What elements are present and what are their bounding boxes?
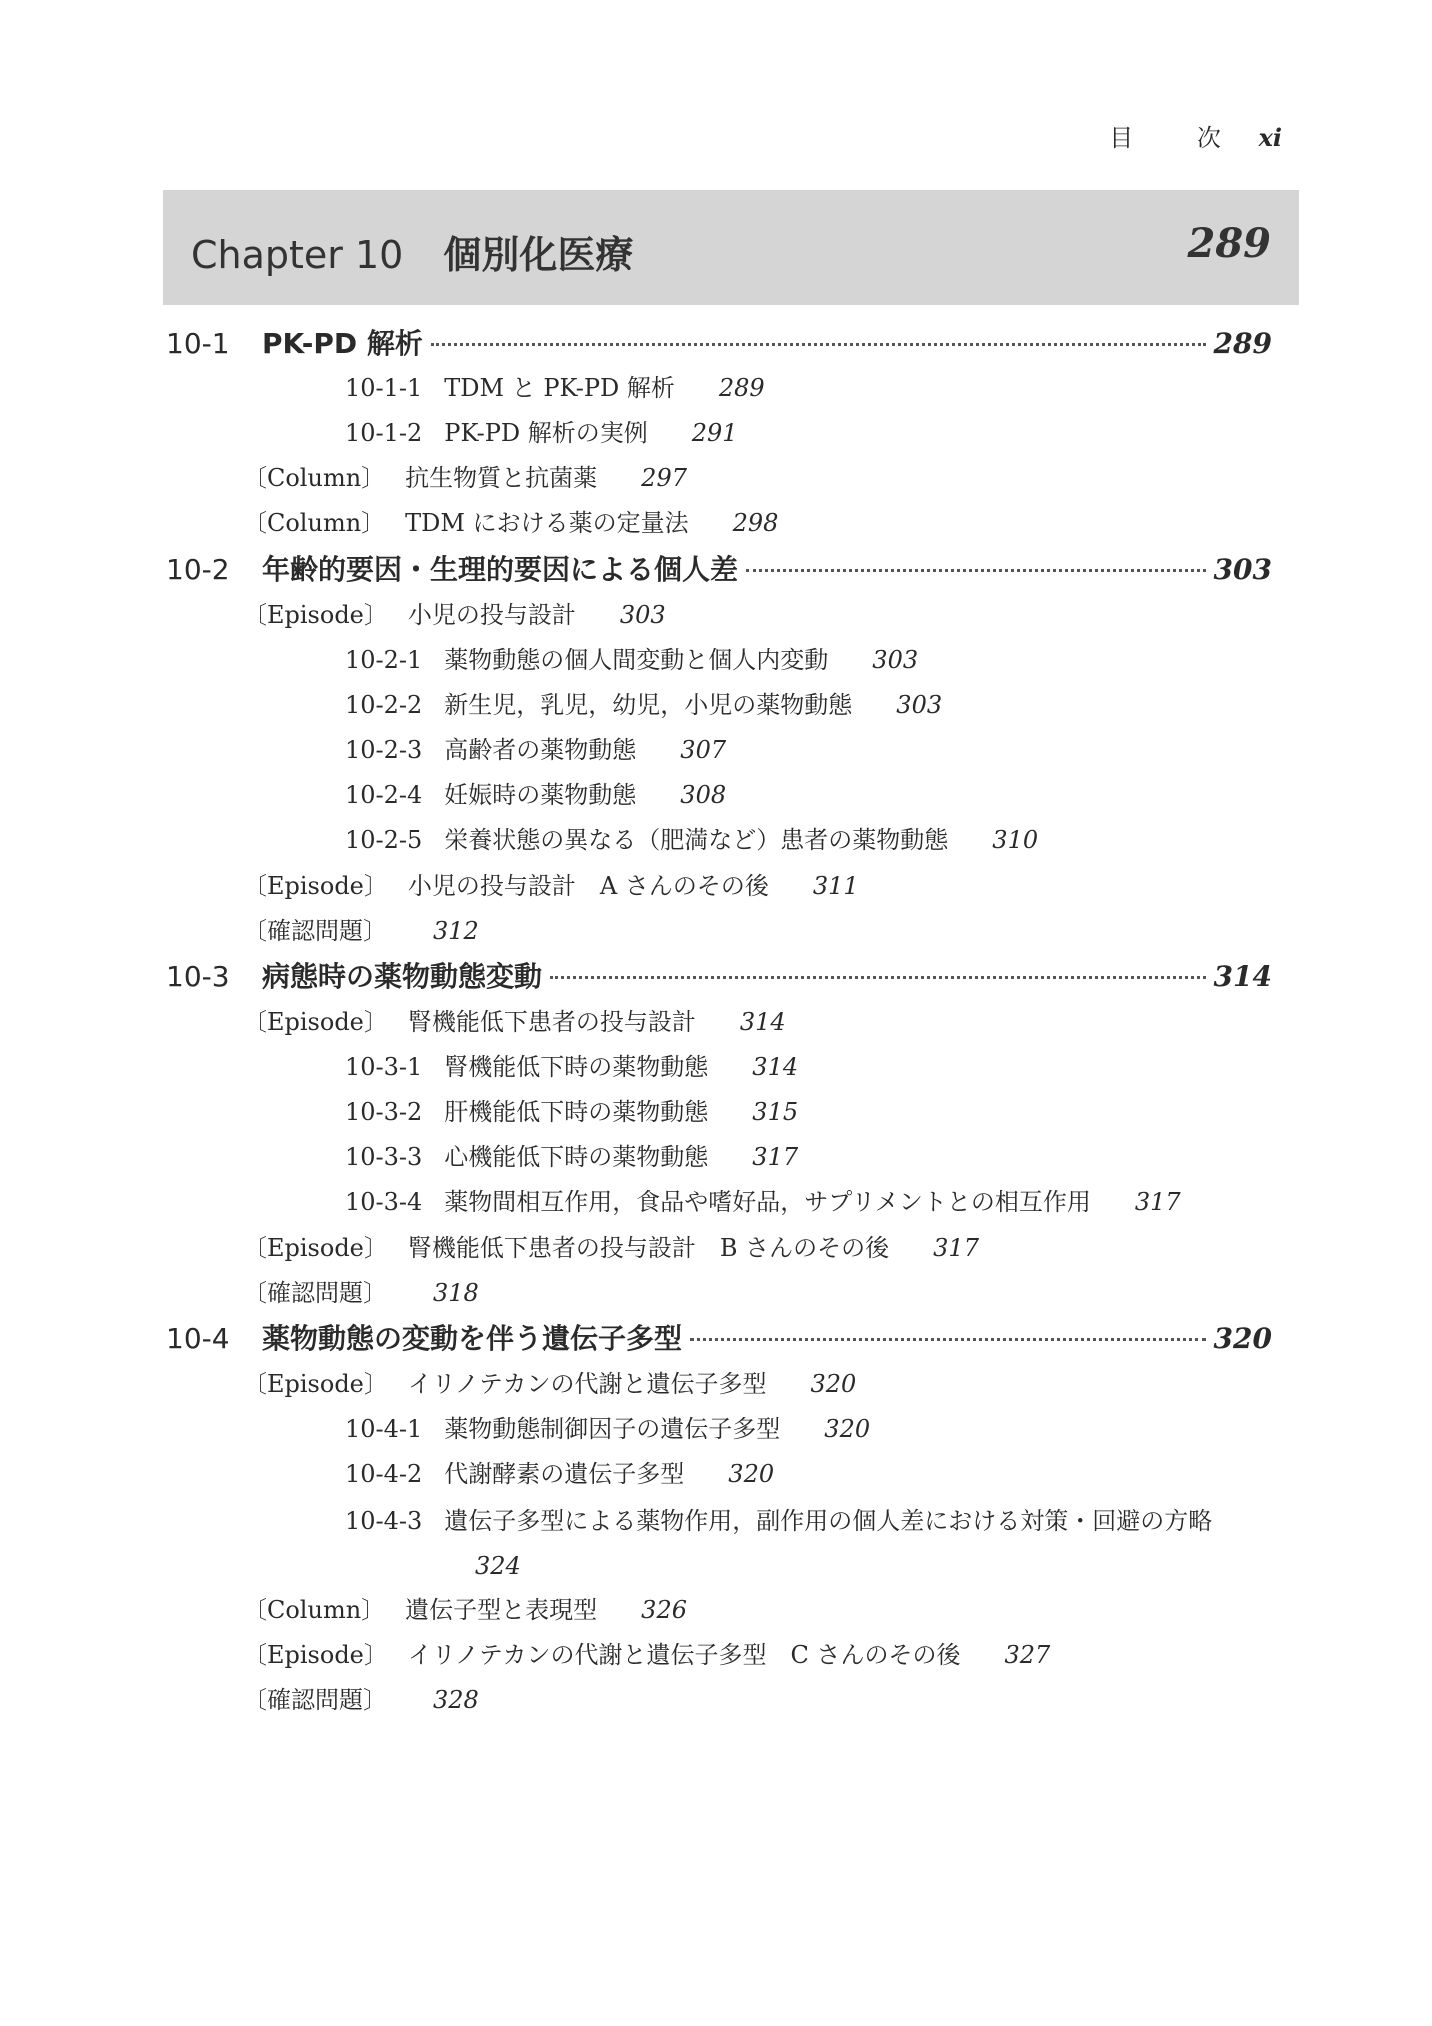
entry-title: 心機能低下時の薬物動態 bbox=[444, 1143, 709, 1171]
entry-title: イリノテカンの代謝と遺伝子多型 C さんのその後 bbox=[407, 1641, 961, 1669]
toc-entry-10-3-2[interactable] bbox=[345, 1092, 798, 1132]
entry-page: 315 bbox=[752, 1098, 799, 1126]
toc-review-questions-10-2[interactable] bbox=[243, 911, 479, 951]
entry-page: 314 bbox=[739, 1008, 786, 1036]
entry-title: 遺伝子型と表現型 bbox=[405, 1596, 598, 1624]
entry-number: 10-1-1 bbox=[345, 374, 423, 402]
entry-title: 抗生物質と抗菌薬 bbox=[405, 464, 598, 492]
toc-entry-10-3-4[interactable] bbox=[345, 1182, 1181, 1222]
toc-episode-pediatric-followup[interactable] bbox=[243, 866, 859, 906]
entry-title: 肝機能低下時の薬物動態 bbox=[444, 1098, 709, 1126]
entry-page: 297 bbox=[641, 464, 687, 492]
toc-episode-irinotecan[interactable] bbox=[243, 1364, 856, 1404]
toc-section-10-4[interactable] bbox=[166, 1317, 1272, 1357]
dot-leader bbox=[690, 1338, 1206, 1341]
entry-title: 腎機能低下患者の投与設計 bbox=[407, 1008, 696, 1036]
entry-tag: 〔Episode〕 bbox=[243, 1008, 388, 1036]
entry-title: 薬物動態制御因子の遺伝子多型 bbox=[444, 1415, 781, 1443]
entry-page: 289 bbox=[718, 374, 765, 402]
entry-tag: 〔Episode〕 bbox=[243, 1234, 388, 1262]
section-title: PK-PD 解析 bbox=[262, 327, 423, 360]
entry-title: TDM における薬の定量法 bbox=[405, 509, 689, 537]
entry-tag: 〔確認問題〕 bbox=[243, 1686, 387, 1714]
entry-number: 10-2-1 bbox=[345, 646, 423, 674]
toc-entry-10-2-2[interactable] bbox=[345, 685, 942, 725]
entry-title: 腎機能低下時の薬物動態 bbox=[444, 1053, 709, 1081]
toc-episode-renal[interactable] bbox=[243, 1002, 786, 1042]
entry-page: 311 bbox=[812, 872, 859, 900]
entry-page: 317 bbox=[933, 1234, 979, 1262]
entry-tag: 〔Episode〕 bbox=[243, 601, 388, 629]
entry-page: 303 bbox=[619, 601, 666, 629]
toc-entry-10-2-5[interactable] bbox=[345, 820, 1038, 860]
entry-tag: 〔Episode〕 bbox=[243, 1641, 388, 1669]
section-title: 病態時の薬物動態変動 bbox=[262, 960, 543, 993]
entry-title: 妊娠時の薬物動態 bbox=[444, 781, 637, 809]
toc-entry-10-2-3[interactable] bbox=[345, 730, 726, 770]
toc-section-10-3[interactable] bbox=[166, 955, 1272, 995]
running-head bbox=[1109, 118, 1282, 153]
entry-page: 328 bbox=[433, 1686, 479, 1714]
entry-page: 327 bbox=[1004, 1641, 1051, 1669]
toc-entry-10-4-1[interactable] bbox=[345, 1409, 870, 1449]
entry-page: 312 bbox=[433, 917, 479, 945]
entry-number: 10-4-1 bbox=[345, 1415, 423, 1443]
toc-section-10-2[interactable] bbox=[166, 548, 1272, 588]
section-number: 10-4 bbox=[166, 1322, 230, 1355]
toc-review-questions-10-3[interactable] bbox=[243, 1273, 479, 1313]
entry-title: 栄養状態の異なる（肥満など）患者の薬物動態 bbox=[444, 826, 949, 854]
entry-page: 320 bbox=[824, 1415, 871, 1443]
entry-page: 314 bbox=[752, 1053, 799, 1081]
toc-entry-10-3-3[interactable] bbox=[345, 1137, 798, 1177]
entry-number: 10-3-3 bbox=[345, 1143, 423, 1171]
entry-page: 324 bbox=[475, 1552, 521, 1580]
entry-page: 310 bbox=[992, 826, 1039, 854]
entry-number: 10-4-3 bbox=[345, 1507, 423, 1535]
entry-title: 代謝酵素の遺伝子多型 bbox=[444, 1460, 685, 1488]
entry-page: 291 bbox=[691, 419, 738, 447]
entry-title: 高齢者の薬物動態 bbox=[444, 736, 637, 764]
running-head-label: 目 次 bbox=[1109, 124, 1249, 152]
dot-leader bbox=[550, 976, 1206, 979]
entry-title: 薬物動態の個人間変動と個人内変動 bbox=[444, 646, 829, 674]
toc-review-questions-10-4[interactable] bbox=[243, 1680, 479, 1720]
entry-page: 320 bbox=[810, 1370, 857, 1398]
entry-page: 317 bbox=[752, 1143, 799, 1171]
toc-entry-10-1-2[interactable] bbox=[345, 413, 738, 453]
entry-page: 320 bbox=[728, 1460, 775, 1488]
toc-column-tdm-assay[interactable] bbox=[243, 503, 778, 543]
toc-column-antibiotics[interactable] bbox=[243, 458, 687, 498]
toc-episode-irinotecan-followup[interactable] bbox=[243, 1635, 1050, 1675]
section-number: 10-2 bbox=[166, 553, 230, 586]
toc-entry-10-3-1[interactable] bbox=[345, 1047, 798, 1087]
chapter-page: 289 bbox=[1187, 220, 1271, 267]
entry-tag: 〔確認問題〕 bbox=[243, 917, 387, 945]
chapter-name: 個別化医療 bbox=[443, 233, 634, 277]
entry-page: 307 bbox=[680, 736, 727, 764]
entry-tag: 〔Episode〕 bbox=[243, 872, 388, 900]
entry-number: 10-3-2 bbox=[345, 1098, 423, 1126]
entry-page: 317 bbox=[1134, 1188, 1181, 1216]
entry-title: PK-PD 解析の実例 bbox=[444, 419, 648, 447]
entry-title: 新生児，乳児，幼児，小児の薬物動態 bbox=[444, 691, 853, 719]
toc-entry-10-1-1[interactable] bbox=[345, 368, 765, 408]
entry-title: 小児の投与設計 A さんのその後 bbox=[407, 872, 769, 900]
toc-episode-renal-followup[interactable] bbox=[243, 1228, 979, 1268]
entry-number: 10-2-3 bbox=[345, 736, 423, 764]
toc-entry-10-4-2[interactable] bbox=[345, 1454, 774, 1494]
entry-title: TDM と PK-PD 解析 bbox=[444, 374, 675, 402]
entry-title: イリノテカンの代謝と遺伝子多型 bbox=[407, 1370, 767, 1398]
section-page: 303 bbox=[1213, 553, 1272, 586]
entry-number: 10-2-4 bbox=[345, 781, 423, 809]
entry-tag: 〔Column〕 bbox=[243, 509, 386, 537]
entry-number: 10-4-2 bbox=[345, 1460, 423, 1488]
chapter-heading bbox=[163, 190, 1299, 305]
toc-section-10-1[interactable] bbox=[166, 322, 1272, 362]
entry-number: 10-2-2 bbox=[345, 691, 423, 719]
entry-page: 326 bbox=[641, 1596, 687, 1624]
entry-number: 10-1-2 bbox=[345, 419, 423, 447]
toc-column-genotype[interactable] bbox=[243, 1590, 687, 1630]
entry-page: 303 bbox=[896, 691, 943, 719]
entry-page: 298 bbox=[732, 509, 779, 537]
section-title: 年齢的要因・生理的要因による個人差 bbox=[262, 553, 739, 586]
section-page: 289 bbox=[1213, 327, 1272, 360]
entry-number: 10-3-1 bbox=[345, 1053, 423, 1081]
entry-tag: 〔Episode〕 bbox=[243, 1370, 388, 1398]
page-folio: xi bbox=[1258, 123, 1282, 152]
toc-entry-10-2-1[interactable] bbox=[345, 640, 918, 680]
entry-number: 10-3-4 bbox=[345, 1188, 423, 1216]
toc-entry-10-2-4[interactable] bbox=[345, 775, 726, 815]
entry-title: 腎機能低下患者の投与設計 B さんのその後 bbox=[407, 1234, 890, 1262]
entry-title: 小児の投与設計 bbox=[407, 601, 576, 629]
entry-page: 308 bbox=[680, 781, 727, 809]
toc-episode-pediatric[interactable] bbox=[243, 595, 666, 635]
entry-page: 303 bbox=[872, 646, 919, 674]
entry-title: 遺伝子多型による薬物作用，副作用の個人差における対策・回避の方略 bbox=[444, 1507, 1213, 1535]
entry-tag: 〔Column〕 bbox=[243, 1596, 386, 1624]
entry-tag: 〔確認問題〕 bbox=[243, 1279, 387, 1307]
section-page: 314 bbox=[1213, 960, 1272, 993]
entry-number: 10-2-5 bbox=[345, 826, 423, 854]
chapter-title bbox=[191, 224, 633, 279]
dot-leader bbox=[746, 569, 1206, 572]
entry-tag: 〔Column〕 bbox=[243, 464, 386, 492]
entry-page: 318 bbox=[433, 1279, 479, 1307]
section-page: 320 bbox=[1213, 1322, 1272, 1355]
entry-title: 薬物間相互作用，食品や嗜好品，サプリメントとの相互作用 bbox=[444, 1188, 1091, 1216]
dot-leader bbox=[431, 343, 1206, 346]
section-title: 薬物動態の変動を伴う遺伝子多型 bbox=[262, 1322, 683, 1355]
toc-entry-10-4-3[interactable] bbox=[345, 1499, 1280, 1589]
section-number: 10-1 bbox=[166, 327, 230, 360]
section-number: 10-3 bbox=[166, 960, 230, 993]
chapter-number: Chapter 10 bbox=[191, 233, 404, 277]
